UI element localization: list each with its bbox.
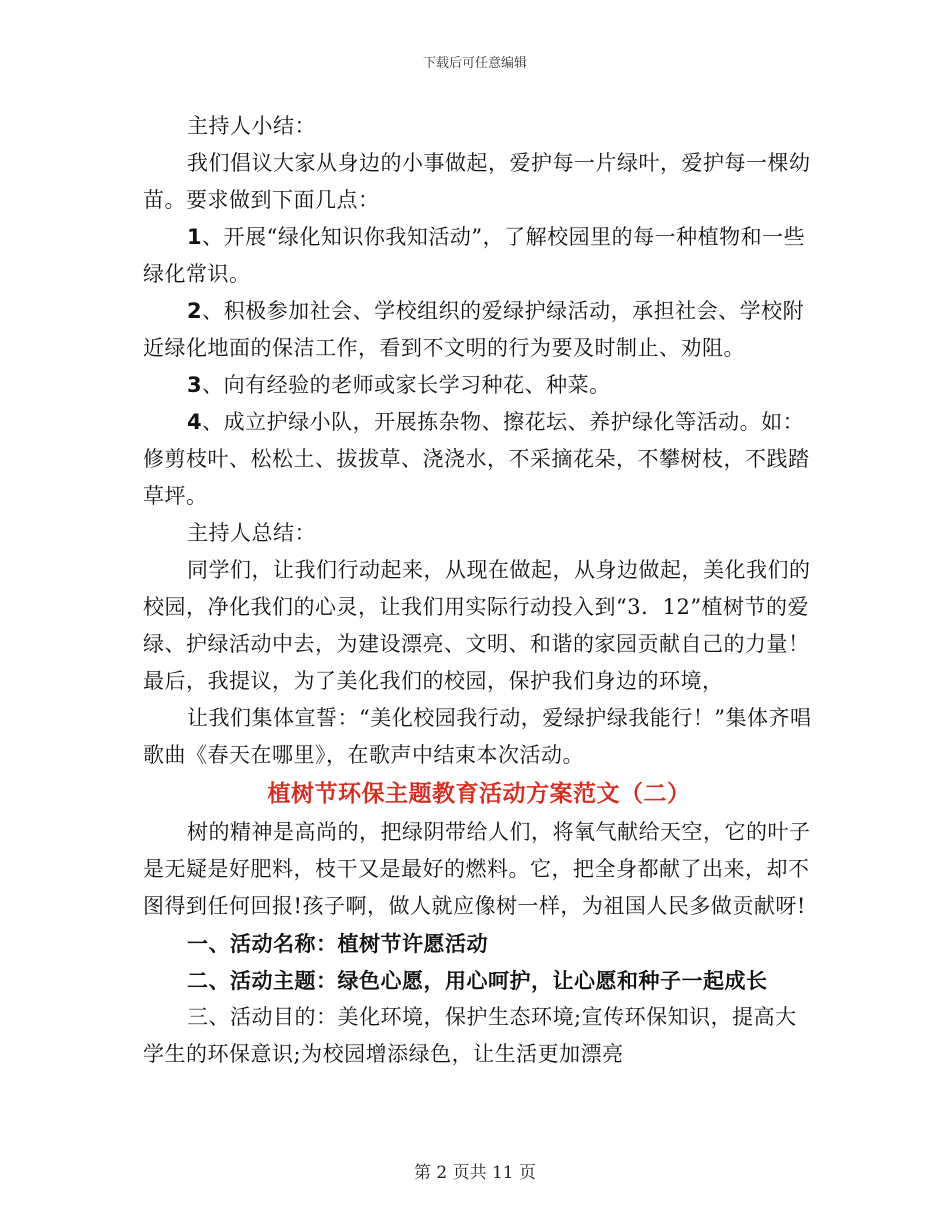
list-text: 、积极参加社会、学校组织的爱绿护绿活动，承担社会、学校附近绿化地面的保洁工作，看到不文明的行为要及时制止、劝阻。 [143,299,805,360]
paragraph-host-summary-heading: 主持人小结： [187,114,316,138]
paragraph-call-to-action: 同学们，让我们行动起来，从现在做起，从身边做起，美化我们的校园，净化我们的心灵，让我们用实际行动投入到“3．12”植树节的爱绿、护绿活动中去，为建设漂亮、文明、和谐的家园贡献自己的力量！最后，我提议，为了美化我们的校园，保护我们身边的环境， [143,558,811,693]
list-item-1 [143,219,815,293]
page-header: 下载后可任意编辑 [422,56,527,71]
activity-name: 一、活动名称：植树节许愿活动 [187,931,488,956]
list-number: 3 [187,373,203,397]
list-number: 4 [187,410,203,434]
page-footer: 第 2 页共 11 页 [413,1163,537,1183]
list-item-3 [143,367,815,404]
list-item-2 [143,293,815,367]
list-text: 、成立护绿小队，开展拣杂物、擦花坛、养护绿化等活动。如：修剪枝叶、松松土、拔拔草、浇浇水，不采摘花朵，不攀树枝，不践踏草坪。 [143,410,810,508]
list-item-4 [143,404,815,515]
list-text: 、开展“绿化知识你我知活动”，了解校园里的每一种植物和一些绿化常识。 [143,225,806,286]
paragraph-oath: 让我们集体宣誓：“美化校园我行动，爱绿护绿我能行！”集体齐唱歌曲《春天在哪里》，在歌声中结束本次活动。 [143,706,812,767]
paragraph-tree-spirit: 树的精神是高尚的，把绿阴带给人们，将氧气献给天空，它的叶子是无疑是好肥料，枝干又是最好的燃料。它，把全身都献了出来，却不图得到任何回报!孩子啊，做人就应像树一样，为祖国人民多做贡献呀! [143,820,811,918]
activity-theme: 二、活动主题：绿色心愿，用心呵护，让心愿和种子一起成长 [187,968,768,993]
list-number: 2 [187,299,203,323]
document-body [143,108,815,1073]
paragraph-proposal: 我们倡议大家从身边的小事做起，爱护每一片绿叶，爱护每一棵幼苗。要求做到下面几点： [143,151,811,212]
list-number: 1 [187,225,203,249]
activity-purpose: 三、活动目的：美化环境，保护生态环境;宣传环保知识，提高大学生的环保意识;为校园增添绿色，让生活更加漂亮 [143,1005,797,1066]
section-title: 植树节环保主题教育活动方案范文（二） [267,780,691,807]
list-text: 、向有经验的老师或家长学习种花、种菜。 [202,373,611,397]
paragraph-host-conclusion-heading: 主持人总结： [187,521,316,545]
